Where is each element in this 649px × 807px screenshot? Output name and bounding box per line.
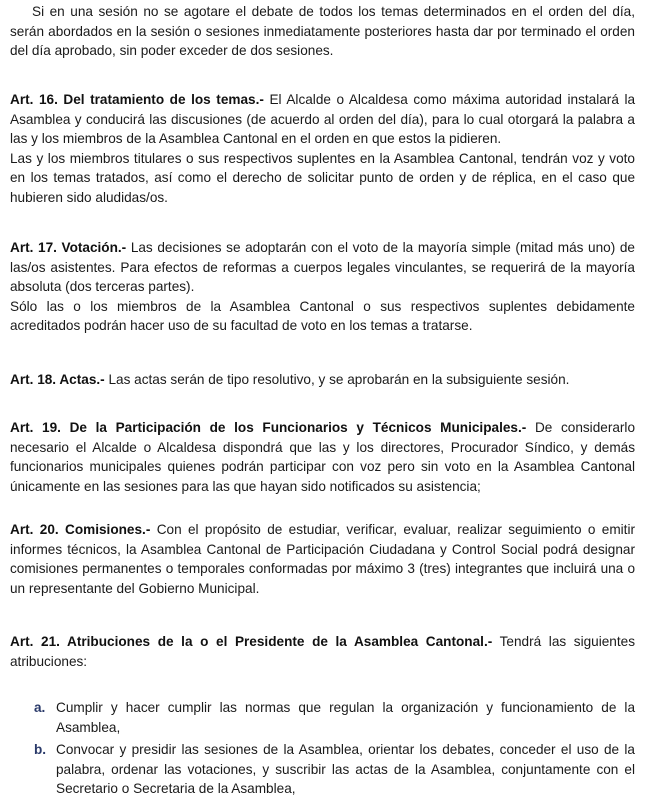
intro-paragraph (10, 2, 635, 61)
article-16-paragraph (10, 90, 635, 149)
article-16-title: Art. 16. Del tratamiento de los temas.- (10, 92, 264, 107)
article-19-text: De considerarlo necesario el Alcalde o Alcaldesa dispondrá que las y los directores, Procurador Síndico, y demás funcionarios municipales quienes podrán participar con voz pero sin voto en la Asamblea Cantonal únicamente en las sesiones para las que hayan sido notificados su asistencia; (10, 420, 636, 494)
article-21-title: Art. 21. Atribuciones de la o el Presidente de la Asamblea Cantonal.- (10, 634, 493, 649)
article-20-title: Art. 20. Comisiones.- (10, 522, 151, 537)
article-20-text: Con el propósito de estudiar, verificar, evaluar, realizar seguimiento o emitir informes técnicos, la Asamblea Cantonal de Participación Ciudadana y Control Social podrá designar comisiones permanentes o temporales conformadas por máximo 3 (tres) integrantes que incluirá una o un representante del Gobierno Municipal. (10, 522, 635, 596)
article-16-text: El Alcalde o Alcaldesa como máxima autoridad instalará la Asamblea y conducirá las discusiones (de acuerdo al orden del día), para lo cual otorgará la palabra a las y los miembros de la Asamblea Cantonal en el orden en que estos la pidieren. (10, 92, 636, 146)
article-18-text: Las actas serán de tipo resolutivo, y se aprobarán en la subsiguiente sesión. (108, 372, 570, 387)
list-item (34, 740, 635, 799)
article-17-title: Art. 17. Votación.- (10, 240, 127, 255)
article-21-list (34, 698, 635, 802)
article-21-text: Tendrá las siguientes atribuciones: (10, 634, 635, 669)
article-17 (10, 238, 635, 336)
article-21 (10, 632, 635, 671)
article-21-paragraph (10, 632, 635, 671)
list-marker: a. (34, 700, 46, 715)
article-16 (10, 90, 635, 207)
article-19 (10, 418, 635, 496)
article-18-paragraph (10, 370, 635, 390)
article-19-paragraph (10, 418, 635, 496)
list-item-text: Cumplir y hacer cumplir las normas que regulan la organización y funcionamiento de la Asamblea, (56, 700, 635, 735)
article-19-title: Art. 19. De la Participación de los Funcionarios y Técnicos Municipales.- (10, 420, 527, 435)
list-item-text: Convocar y presidir las sesiones de la Asamblea, orientar los debates, conceder el uso de la palabra, ordenar las votaciones, y suscribir las actas de la Asamblea, conjuntamente con el Secretario o Secretaria de la Asamblea, (56, 742, 635, 796)
list-marker: b. (34, 742, 47, 757)
article-17-text: Las decisiones se adoptarán con el voto de la mayoría simple (mitad más uno) de las/os asistentes. Para efectos de reformas a cuerpos legales vinculantes, se requerirá de la mayoría absoluta (dos terceras partes). (10, 240, 635, 294)
article-20-paragraph (10, 520, 635, 598)
article-16-text-2: Las y los miembros titulares o sus respectivos suplentes en la Asamblea Cantonal, tendrán voz y voto en los temas tratados, así como el derecho de solicitar punto de orden y de réplica, en el caso que hubieren sido aludidas/os. (10, 150, 635, 205)
article-17-paragraph (10, 238, 635, 297)
article-17-text-2: Sólo las o los miembros de la Asamblea Cantonal o sus respectivos suplentes debidamente acreditados podrán hacer uso de su facultad de voto en los temas a tratarse. (10, 298, 635, 333)
article-18-title: Art. 18. Actas.- (10, 372, 105, 387)
intro-text: Si en una sesión no se agotare el debate de todos los temas determinados en el orden del día, serán abordados en la sesión o sesiones inmediatamente posteriores hasta dar por terminado el orden del día aprobado, sin poder exceder de dos sesiones. (10, 4, 635, 58)
list-item (34, 698, 635, 737)
article-18 (10, 370, 635, 390)
article-20 (10, 520, 635, 598)
